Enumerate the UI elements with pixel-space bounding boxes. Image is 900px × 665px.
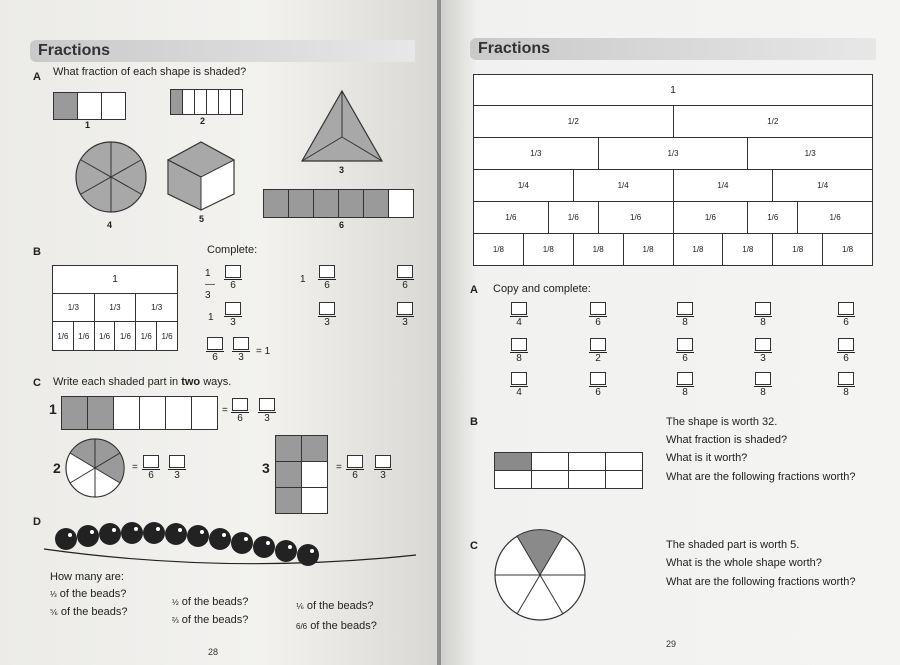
page-number-right: 29 xyxy=(666,639,677,649)
d-how-many: How many are: xyxy=(50,571,124,583)
ra-r3-blank-2[interactable]: 6 xyxy=(589,372,607,398)
section-c-letter: C xyxy=(33,377,41,389)
b-eq-4-lhs: 1 xyxy=(208,312,214,323)
wall-third: 1/3 xyxy=(598,138,748,170)
section-a-letter: A xyxy=(33,71,41,83)
wall-whole: 1 xyxy=(53,266,178,294)
c-eq-3-blank-a[interactable]: 6 xyxy=(346,455,364,481)
wall-third: 1/3 xyxy=(94,294,136,322)
c-eq-1-blank-b[interactable]: 3 xyxy=(258,398,276,424)
d-q5: ⅙ of the beads? xyxy=(296,600,374,612)
shape-label-5: 5 xyxy=(199,214,205,224)
wall-eighth: 1/8 xyxy=(673,234,723,266)
section-c-prompt xyxy=(53,376,231,388)
section-a-letter: A xyxy=(470,284,478,296)
wall-third: 1/3 xyxy=(748,138,873,170)
rb-grid xyxy=(494,452,643,489)
fraction-wall-large xyxy=(473,74,873,266)
wall-sixth: 1/6 xyxy=(94,322,115,351)
section-c-prompt-bold: two xyxy=(181,376,201,388)
c-shape-1-strip xyxy=(61,396,218,430)
rc-line-3: What are the following fractions worth? xyxy=(666,576,856,588)
c-label-1: 1 xyxy=(49,401,57,417)
rb-line-2: What fraction is shaded? xyxy=(666,434,788,446)
section-b-letter: B xyxy=(470,416,478,428)
wall-third: 1/3 xyxy=(53,294,95,322)
section-d-letter: D xyxy=(33,516,41,528)
ra-r2-blank-5[interactable]: 6 xyxy=(837,338,855,364)
wall-third: 1/3 xyxy=(136,294,178,322)
d-q2: ⅚ of the beads? xyxy=(50,606,128,618)
ra-r2-blank-1[interactable]: 8 xyxy=(510,338,528,364)
b-eq-2-blank[interactable]: 6 xyxy=(318,265,336,291)
ra-r3-blank-1[interactable]: 4 xyxy=(510,372,528,398)
rc-line-1: The shaded part is worth 5. xyxy=(666,539,800,551)
wall-eighth: 1/8 xyxy=(474,234,524,266)
page-title-bar xyxy=(470,38,876,60)
wall-half: 1/2 xyxy=(474,106,674,138)
wall-quarter: 1/4 xyxy=(474,170,574,202)
rb-line-4: What are the following fractions worth? xyxy=(666,471,856,483)
right-page xyxy=(441,0,900,665)
wall-eighth: 1/8 xyxy=(773,234,823,266)
ra-r2-blank-3[interactable]: 6 xyxy=(676,338,694,364)
section-c-letter: C xyxy=(470,540,478,552)
b-eq-4-blank[interactable]: 3 xyxy=(224,302,242,328)
page-title: Fractions xyxy=(478,40,551,57)
d-q2-text: of the beads? xyxy=(60,606,128,618)
shape-label-2: 2 xyxy=(200,116,206,126)
c-label-2: 2 xyxy=(53,460,61,476)
d-q3: ½ of the beads? xyxy=(172,596,249,608)
b-eq-7-blank-b[interactable]: 3 xyxy=(232,337,250,363)
shape-2-strip xyxy=(170,89,243,115)
wall-quarter: 1/4 xyxy=(673,170,773,202)
c-eq-3-sign: = xyxy=(336,462,342,473)
wall-sixth: 1/6 xyxy=(73,322,94,351)
beads-string xyxy=(40,515,420,575)
shape-label-1: 1 xyxy=(85,120,91,130)
page-title-bar xyxy=(30,40,415,62)
wall-sixth: 1/6 xyxy=(157,322,178,351)
c-eq-1-blank-a[interactable]: 6 xyxy=(231,398,249,424)
d-q5-text: of the beads? xyxy=(306,600,374,612)
b-eq-1-blank[interactable]: 6 xyxy=(224,265,242,291)
section-c-prompt-before: Write each shaded part in xyxy=(53,376,182,388)
ra-r3-blank-3[interactable]: 8 xyxy=(676,372,694,398)
section-a-prompt: Copy and complete: xyxy=(493,283,591,295)
c-eq-2-blank-a[interactable]: 6 xyxy=(142,455,160,481)
c-eq-1-sign: = xyxy=(222,405,228,416)
b-eq-5-blank[interactable]: 3 xyxy=(318,302,336,328)
section-b-letter: B xyxy=(33,246,41,258)
shape-label-4: 4 xyxy=(107,220,113,230)
shape-6-strip xyxy=(263,189,414,218)
rc-line-2: What is the whole shape worth? xyxy=(666,557,822,569)
rb-line-3: What is it worth? xyxy=(666,452,748,464)
ra-r3-blank-4[interactable]: 8 xyxy=(754,372,772,398)
d-q4-text: of the beads? xyxy=(181,614,249,626)
d-q3-text: of the beads? xyxy=(181,596,249,608)
wall-eighth: 1/8 xyxy=(723,234,773,266)
ra-r2-blank-4[interactable]: 3 xyxy=(754,338,772,364)
wall-half: 1/2 xyxy=(673,106,873,138)
d-q1: ⅓ of the beads? xyxy=(50,588,127,600)
wall-eighth: 1/8 xyxy=(523,234,573,266)
rb-line-1: The shape is worth 32. xyxy=(666,416,778,428)
section-b-complete: Complete: xyxy=(207,244,258,256)
c-eq-3-blank-b[interactable]: 3 xyxy=(374,455,392,481)
wall-sixth: 1/6 xyxy=(673,202,748,234)
b-eq-7-blank-a[interactable]: 6 xyxy=(206,337,224,363)
d-q6-text: of the beads? xyxy=(310,620,377,632)
b-eq-1: 1 ― 3 xyxy=(205,268,215,301)
left-page xyxy=(0,0,437,665)
wall-sixth: 1/6 xyxy=(598,202,673,234)
shape-3-triangle xyxy=(300,89,384,164)
page-number-left: 28 xyxy=(208,647,219,657)
ra-r3-blank-5[interactable]: 8 xyxy=(837,372,855,398)
b-eq-6-blank[interactable]: 3 xyxy=(396,302,414,328)
d-q4: ⅔ of the beads? xyxy=(172,614,249,626)
shape-1-strip xyxy=(53,92,126,120)
wall-whole: 1 xyxy=(474,75,873,106)
c-eq-2-blank-b[interactable]: 3 xyxy=(168,455,186,481)
ra-r1-blank-2[interactable]: 6 xyxy=(589,302,607,328)
c-label-3: 3 xyxy=(262,460,270,476)
shape-label-6: 6 xyxy=(339,220,345,230)
wall-eighth: 1/8 xyxy=(573,234,623,266)
ra-r2-blank-2[interactable]: 2 xyxy=(589,338,607,364)
section-a-question: What fraction of each shape is shaded? xyxy=(53,66,247,78)
wall-quarter: 1/4 xyxy=(573,170,673,202)
b-eq-7-tail: = 1 xyxy=(256,346,271,357)
fraction-wall-small xyxy=(52,265,178,351)
ra-r1-blank-4[interactable]: 8 xyxy=(754,302,772,328)
rc-circle xyxy=(493,528,587,622)
shape-5-hexagon xyxy=(164,140,238,212)
wall-sixth: 1/6 xyxy=(548,202,598,234)
shape-label-3: 3 xyxy=(339,165,345,175)
c-shape-3-grid xyxy=(275,435,328,514)
wall-sixth: 1/6 xyxy=(748,202,798,234)
c-shape-2-circle xyxy=(64,437,126,499)
section-c-prompt-after: ways. xyxy=(200,376,232,388)
d-q1-text: of the beads? xyxy=(59,588,127,600)
wall-sixth: 1/6 xyxy=(53,322,74,351)
wall-sixth: 1/6 xyxy=(474,202,549,234)
wall-third: 1/3 xyxy=(474,138,599,170)
wall-eighth: 1/8 xyxy=(823,234,873,266)
d-q6: 6/6 of the beads? xyxy=(296,620,377,632)
b-eq-2-lhs: 1 xyxy=(300,274,306,285)
page-title: Fractions xyxy=(38,42,111,59)
wall-quarter: 1/4 xyxy=(773,170,873,202)
b-eq-3-blank[interactable]: 6 xyxy=(396,265,414,291)
ra-r1-blank-1[interactable]: 4 xyxy=(510,302,528,328)
wall-sixth: 1/6 xyxy=(115,322,136,351)
shape-4-circle xyxy=(74,140,148,214)
wall-sixth: 1/6 xyxy=(798,202,873,234)
wall-sixth: 1/6 xyxy=(136,322,157,351)
ra-r1-blank-5[interactable]: 6 xyxy=(837,302,855,328)
c-eq-2-sign: = xyxy=(132,462,138,473)
ra-r1-blank-3[interactable]: 8 xyxy=(676,302,694,328)
wall-eighth: 1/8 xyxy=(623,234,673,266)
